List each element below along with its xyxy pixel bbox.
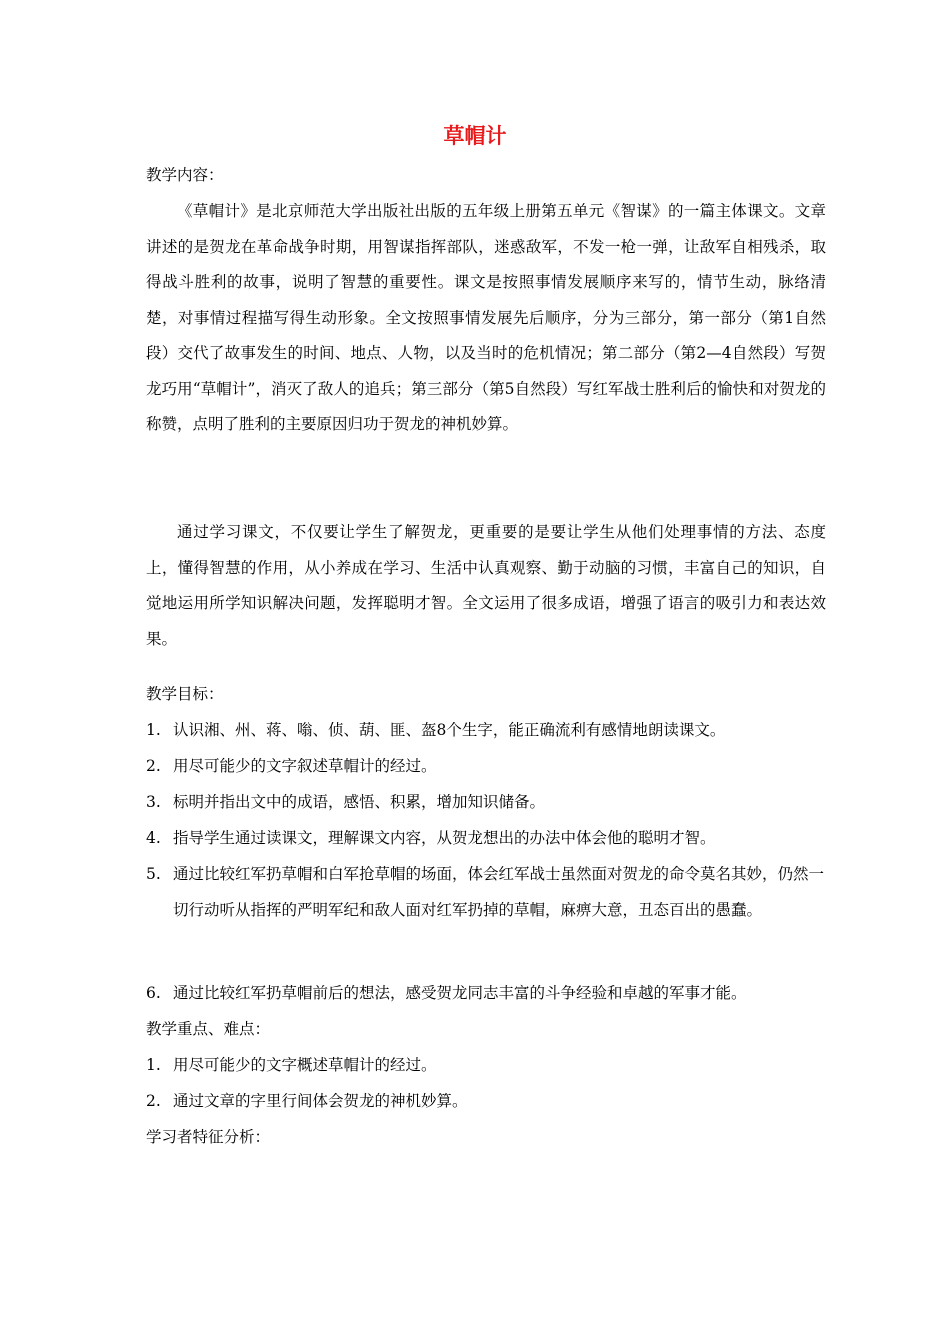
document-title: 草帽计 <box>443 124 507 148</box>
paragraph-intro-1: 《草帽计》是北京师范大学出版社出版的五年级上册第五单元《智谋》的一篇主体课文。文章讲述的是贺龙在革命战争时期，用智谋指挥部队，迷惑敌军，不发一枪一弹，让敌军自相残杀，取得战斗胜利的故事，说明了智慧的重要性。课文是按照事情发展顺序来写的，情节生动，脉络清楚，对事情过程描写得生动形象。全文按照事情发展先后顺序，分为三部分，第一部分（第1自然段）交代了故事发生的时间、地点、人物，以及当时的危机情况；第二部分（第2—4自然段）写贺龙巧用“草帽计”，消灭了敌人的追兵；第三部分（第5自然段）写红军战士胜利后的愉快和对贺龙的称赞，点明了胜利的主要原因归功于贺龙的神机妙算。 <box>146 202 826 433</box>
goal-number: 3. <box>146 793 161 811</box>
goal-text: 标明并指出文中的成语，感悟、积累，增加知识储备。 <box>173 793 546 811</box>
goal-text: 认识湘、州、蒋、嗡、侦、葫、匪、盔8个生字，能正确流利有感情地朗读课文。 <box>173 721 726 739</box>
goal-item-6 <box>146 976 826 1012</box>
goal-text: 用尽可能少的文字叙述草帽计的经过。 <box>173 757 437 775</box>
goal-item-1 <box>146 713 826 749</box>
goal-text: 通过比较红军扔草帽前后的想法，感受贺龙同志丰富的斗争经验和卓越的军事才能。 <box>173 984 747 1002</box>
key-point-text: 通过文章的字里行间体会贺龙的神机妙算。 <box>173 1092 468 1110</box>
key-point-item-1 <box>146 1048 826 1084</box>
goal-item-4 <box>146 821 826 857</box>
heading-learners: 学习者特征分析： <box>146 1128 271 1146</box>
heading-key-points: 教学重点、难点： <box>146 1020 271 1038</box>
heading-content: 教学内容： <box>146 166 224 184</box>
key-point-text: 用尽可能少的文字概述草帽计的经过。 <box>173 1056 437 1074</box>
goal-item-5 <box>146 857 826 928</box>
goal-item-2 <box>146 749 826 785</box>
goal-number: 1. <box>146 721 161 739</box>
goal-number: 5. <box>146 865 161 883</box>
key-point-number: 1. <box>146 1056 161 1074</box>
heading-goals: 教学目标： <box>146 685 224 703</box>
goal-number: 4. <box>146 829 161 847</box>
paragraph-intro-2: 通过学习课文，不仅要让学生了解贺龙，更重要的是要让学生从他们处理事情的方法、态度上，懂得智慧的作用，从小养成在学习、生活中认真观察、勤于动脑的习惯，丰富自己的知识，自觉地运用所学知识解决问题，发挥聪明才智。全文运用了很多成语，增强了语言的吸引力和表达效果。 <box>146 523 826 648</box>
key-point-item-2 <box>146 1084 826 1120</box>
goal-number: 6. <box>146 984 161 1002</box>
goal-number: 2. <box>146 757 161 775</box>
goal-text: 指导学生通过读课文，理解课文内容，从贺龙想出的办法中体会他的聪明才智。 <box>173 829 716 847</box>
goal-item-3 <box>146 785 826 821</box>
goal-text: 通过比较红军扔草帽和白军抢草帽的场面，体会红军战士虽然面对贺龙的命令莫名其妙，仍然一切行动听从指挥的严明军纪和敌人面对红军扔掉的草帽，麻痹大意，丑态百出的愚蠢。 <box>173 865 825 919</box>
key-point-number: 2. <box>146 1092 161 1110</box>
